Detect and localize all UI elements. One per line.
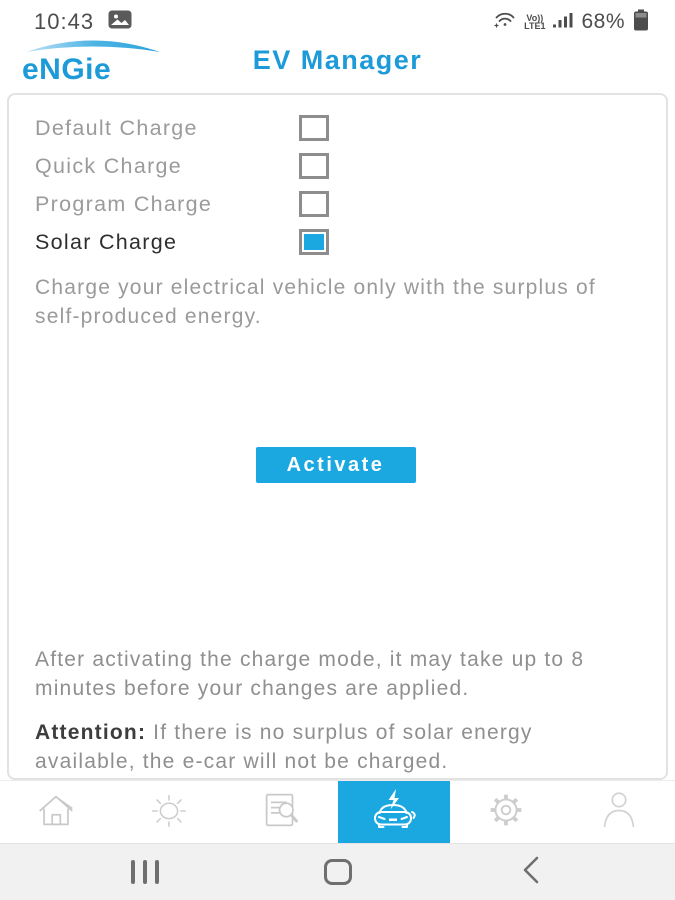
solar-charge-checkbox[interactable] [299,229,329,255]
engie-logo-text: eNGie [22,53,112,86]
charge-option-row [35,223,636,261]
charge-option-label: Program Charge [35,191,213,216]
charge-option-row [35,185,636,223]
volte-icon: Vo)) LTE1 [524,12,546,31]
attention-label: Attention: [35,721,147,744]
android-home-icon [324,859,352,885]
signal-strength-icon [553,11,573,33]
activate-button[interactable]: Activate [256,447,416,483]
charge-option-label: Default Charge [35,115,198,140]
charge-option-row [35,109,636,147]
battery-percent: 68% [581,10,625,33]
back-button[interactable] [434,855,627,890]
default-charge-checkbox[interactable] [299,115,329,141]
home-button[interactable] [241,859,434,885]
page-title: EV Manager [252,45,423,75]
wifi-icon [494,11,516,34]
activation-note: After activating the charge mode, it may take up to 8 minutes before your changes are applied. [35,648,585,700]
charge-option-row [35,147,636,185]
bottom-tab-bar [0,780,675,843]
recents-button[interactable] [48,860,241,884]
program-charge-checkbox[interactable] [299,191,329,217]
charge-option-label: Solar Charge [35,229,178,254]
status-bar [0,0,675,38]
android-nav-bar [0,843,675,900]
tab-solar[interactable] [113,781,226,843]
tab-profile[interactable] [563,781,675,843]
tab-settings[interactable] [450,781,563,843]
report-search-icon [258,787,304,838]
home-icon [33,787,79,838]
battery-icon [633,9,649,36]
attention-note [35,718,635,776]
photo-notification-icon [108,10,132,34]
tab-reports[interactable] [225,781,338,843]
charge-option-label: Quick Charge [35,153,183,178]
tab-home[interactable] [0,781,113,843]
charge-mode-card [7,93,668,780]
person-icon [596,787,642,838]
recents-icon [131,860,159,884]
tab-ev-manager[interactable] [338,781,451,843]
gear-icon [483,787,529,838]
back-icon [522,855,540,890]
attention-text: If there is no surplus of solar energy available, the e-car will not be charged. [35,721,533,773]
quick-charge-checkbox[interactable] [299,153,329,179]
ev-car-icon [369,786,419,839]
sun-icon [146,787,192,838]
clock: 10:43 [34,9,95,34]
mode-description: Charge your electrical vehicle only with the surplus of self-produced energy. [35,276,596,328]
app-header [0,38,675,93]
